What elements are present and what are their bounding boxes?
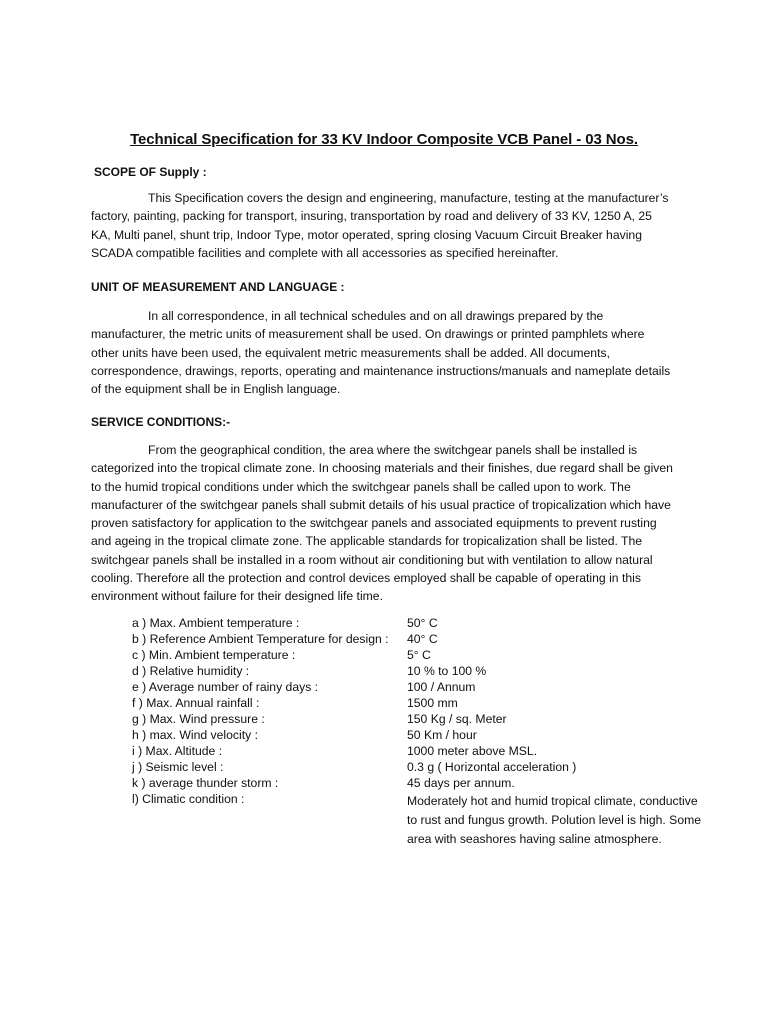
condition-label: l) Climatic condition : — [132, 792, 245, 806]
scope-heading: SCOPE OF Supply : — [94, 165, 207, 179]
condition-value: 0.3 g ( Horizontal acceleration ) — [407, 760, 577, 774]
condition-value: 150 Kg / sq. Meter — [407, 712, 507, 726]
condition-label: f ) Max. Annual rainfall : — [132, 696, 260, 710]
condition-label: j ) Seismic level : — [132, 760, 224, 774]
condition-row — [132, 759, 692, 775]
condition-value: 10 % to 100 % — [407, 664, 487, 678]
condition-row — [132, 647, 692, 663]
condition-value: 1000 meter above MSL. — [407, 744, 538, 758]
condition-row — [132, 615, 692, 631]
condition-label: i ) Max. Altitude : — [132, 744, 223, 758]
condition-row — [132, 727, 692, 743]
condition-value: 40° C — [407, 632, 438, 646]
units-heading: UNIT OF MEASUREMENT AND LANGUAGE : — [91, 280, 345, 294]
condition-value: 45 days per annum. — [407, 776, 515, 790]
condition-value: Moderately hot and humid tropical climate, conductive to rust and fungus growth. Polution level is high. Some area with seashores having saline atmosphere. — [407, 794, 702, 846]
condition-row — [132, 679, 692, 695]
condition-row — [132, 775, 692, 791]
condition-label: b ) Reference Ambient Temperature for design : — [132, 632, 389, 646]
condition-row — [132, 663, 692, 679]
condition-label: h ) max. Wind velocity : — [132, 728, 258, 742]
service-heading: SERVICE CONDITIONS:- — [91, 415, 231, 429]
service-conditions-list — [132, 615, 702, 846]
condition-value: 50° C — [407, 616, 438, 630]
condition-label: e ) Average number of rainy days : — [132, 680, 319, 694]
condition-row — [132, 791, 702, 846]
condition-row — [132, 743, 692, 759]
condition-label: d ) Relative humidity : — [132, 664, 250, 678]
units-body: In all correspondence, in all technical schedules and on all drawings prepared by the manufacturer, the metric units of measurement shall be used. On drawings or printed pamphlets where other units have been used, the equivalent metric measurements shall be added. All documents, correspondence, drawings, reports, operating and maintenance instructions/manuals and nameplate details of the equipment shall be in English language. — [91, 309, 671, 397]
service-body: From the geographical condition, the area where the switchgear panels shall be installed is categorized into the tropical climate zone. In choosing materials and their finishes, due regard shall be given to the humid tropical conditions under which the switchgear panels shall be called upon to work. The manufacturer of the switchgear panels shall submit details of his usual practice of tropicalization which have proven satisfactory for application to the switchgear panels and associated equipments to prevent rusting and ageing in the tropical climate zone. The applicable standards for tropicalization shall be listed. The switchgear panels shall be installed in a room without air conditioning but with ventilation to allow natural cooling. Therefore all the protection and control devices employed shall be capable of operating in this environment without failure for their designed life time. — [91, 443, 673, 604]
condition-label: c ) Min. Ambient temperature : — [132, 648, 296, 662]
condition-row — [132, 631, 692, 647]
condition-value: 100 / Annum — [407, 680, 476, 694]
condition-label: k ) average thunder storm : — [132, 776, 279, 790]
units-paragraph — [91, 307, 674, 398]
scope-body: This Specification covers the design and engineering, manufacture, testing at the manufacturer’s factory, painting, packing for transport, insuring, transportation by road and delivery of 33 KV, 1250 A, 25 KA, Multi panel, shunt trip, Indoor Type, motor operated, spring closing Vacuum Circuit Breaker having SCADA compatible facilities and complete with all accessories as specified hereinafter. — [91, 191, 669, 260]
condition-value: 5° C — [407, 648, 431, 662]
condition-label: a ) Max. Ambient temperature : — [132, 616, 300, 630]
service-paragraph — [91, 441, 674, 606]
condition-value: 50 Km / hour — [407, 728, 477, 742]
condition-row — [132, 711, 692, 727]
condition-row — [132, 695, 692, 711]
condition-value: 1500 mm — [407, 696, 458, 710]
document-title: Technical Specification for 33 KV Indoor Composite VCB Panel - 03 Nos. — [130, 131, 638, 148]
condition-label: g ) Max. Wind pressure : — [132, 712, 265, 726]
scope-paragraph — [91, 189, 674, 262]
